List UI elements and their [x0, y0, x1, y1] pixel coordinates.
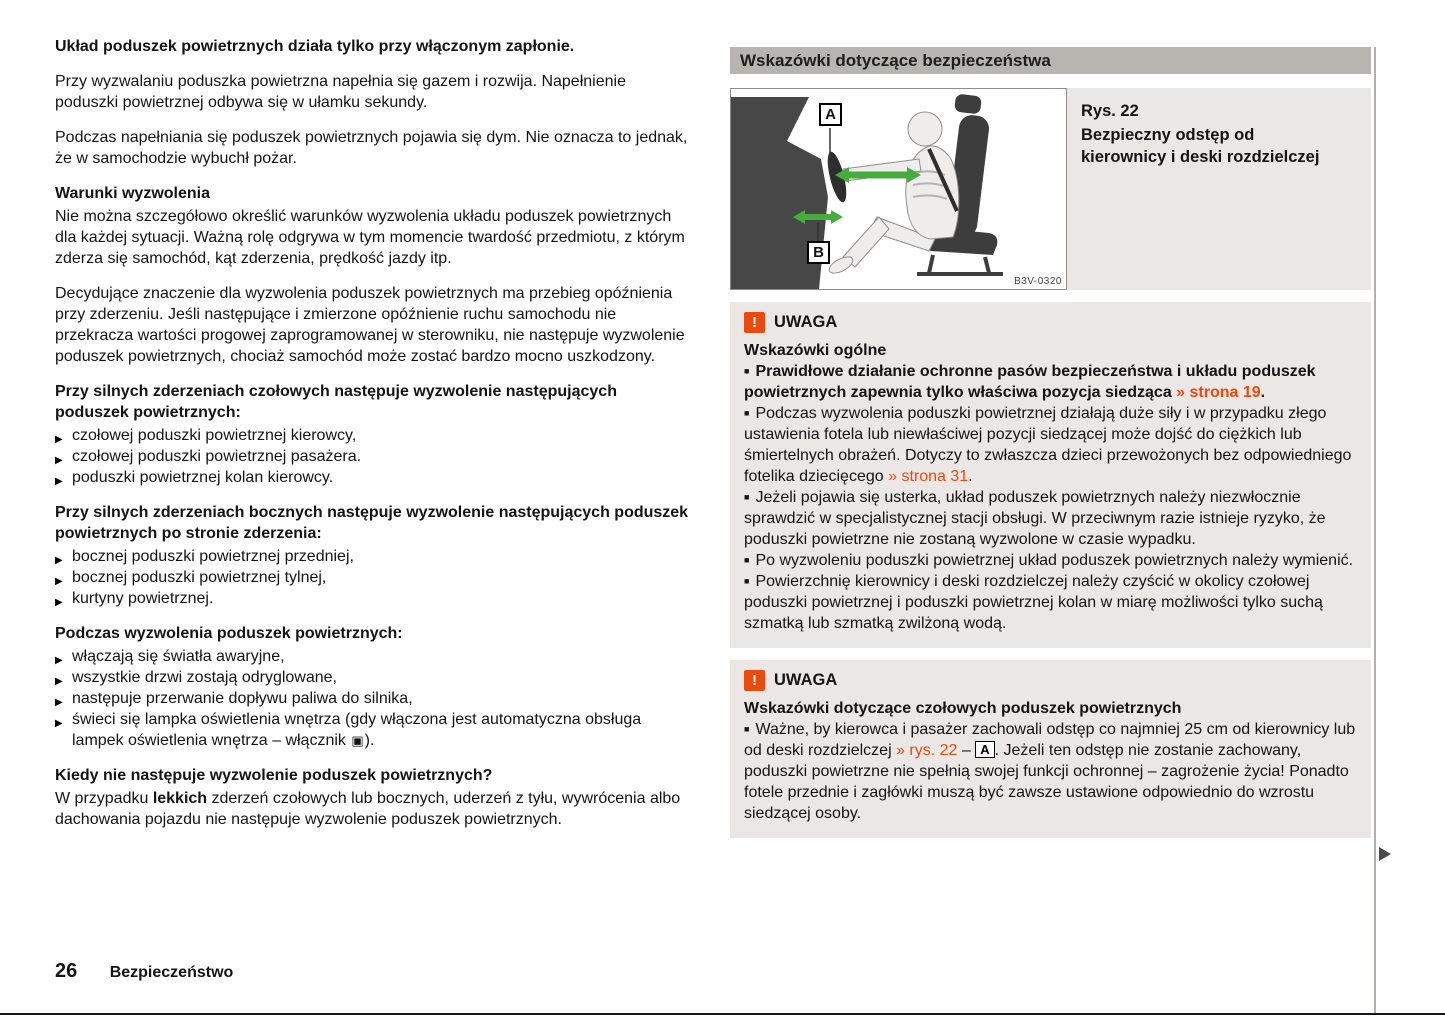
section-heading — [55, 183, 692, 204]
text-run: Warunki wyzwolenia — [55, 185, 210, 202]
seat-distance-illustration — [731, 89, 1066, 289]
warning-bullet — [744, 487, 1357, 550]
figure-number: Rys. 22 — [1081, 102, 1139, 120]
bullet-item — [55, 709, 692, 751]
figure-caption-text: Bezpieczny odstęp od kierownicy i deski rozdzielczej — [1081, 126, 1320, 166]
warning-bullet — [744, 403, 1357, 487]
square-bullet-icon: ■ — [744, 492, 750, 502]
paragraph — [55, 127, 692, 169]
text-run: Jeżeli pojawia się usterka, układ poduszek powietrznych należy niezwłocznie sprawdzić w specjalistycznej stacji obsługi. W przeciwnym razie istnieje ryzyko, że poduszki powietrzne nie zostaną wyzwolone w czasie wypadku. — [744, 489, 1326, 548]
warning-bullets — [744, 361, 1357, 634]
figure-code: B3V-0320 — [1014, 276, 1062, 287]
triangle-bullet-icon: ▶ — [55, 455, 63, 466]
text-run: Decydujące znaczenie dla wyzwolenia poduszek powietrznych ma przebieg opóźnienia przy zderzeniu. Jeśli następujące i zmierzone opóźnienie ruchu samochodu nie przekracza wartości progowej zaprogramowanej w sterowniku, nie następuje wyzwolenie poduszek powietrznych, chociaż samochód może zostać bardzo mocno uszkodzony. — [55, 285, 685, 365]
warning-header — [744, 312, 1357, 333]
triangle-bullet-icon: ▶ — [55, 718, 63, 729]
bullet-item — [55, 688, 692, 709]
text-run: czołowej poduszki powietrznej kierowcy, — [72, 427, 357, 444]
text-run: Podczas wyzwolenia poduszek powietrznych: — [55, 625, 403, 642]
text-run: ). — [364, 732, 375, 749]
cross-reference-link[interactable]: » strona 19 — [1171, 384, 1261, 401]
occupant-foot — [827, 254, 856, 277]
page-edge-rule — [1374, 47, 1376, 1013]
distance-b-arrowhead-right — [831, 210, 843, 224]
text-run: wszystkie drzwi zostają odryglowane, — [72, 669, 337, 686]
triangle-bullet-icon: ▶ — [55, 697, 63, 708]
occupant-head — [908, 112, 942, 146]
figure-label-a: A — [819, 103, 842, 126]
text-run: Ważne, by kierowca i pasażer zachowali odstęp co najmniej 25 cm od kierownicy lub od deski rozdzielczej — [744, 721, 1356, 759]
cross-reference-link[interactable]: » strona 31 — [888, 468, 969, 485]
paragraph — [55, 71, 692, 113]
page-continuation-arrow-icon — [1379, 847, 1391, 861]
section-heading — [55, 502, 692, 544]
warning-bullets — [744, 719, 1357, 824]
bullet-list — [55, 646, 692, 751]
text-run: poduszki powietrznej kolan kierowcy. — [72, 469, 334, 486]
warning-exclamation-icon: ! — [744, 670, 765, 691]
text-run: Kiedy nie następuje wyzwolenie poduszek powietrznych? — [55, 767, 493, 784]
light-switch-icon: ▣ — [351, 733, 364, 748]
paragraph — [55, 206, 692, 269]
right-column — [730, 47, 1371, 838]
page-footer — [55, 960, 233, 983]
figure-panel — [730, 88, 1371, 290]
text-run: Układ poduszek powietrznych działa tylko przy włączonym zapłonie. — [55, 38, 575, 55]
section-header-bar — [730, 47, 1371, 74]
text-run: lekkich — [152, 790, 208, 807]
text-run: Przy silnych zderzeniach bocznych następuje wyzwolenie następujących poduszek powietrznych po stronie zderzenia: — [55, 504, 689, 542]
section-heading — [55, 623, 692, 644]
warning-label: UWAGA — [774, 671, 838, 689]
text-run: kurtyny powietrznej. — [72, 590, 214, 607]
warning-header — [744, 670, 1357, 691]
text-run: Po wyzwoleniu poduszki powietrznej układ poduszek powietrznych należy wymienić. — [755, 552, 1354, 569]
text-run: Powierzchnię kierownicy i deski rozdzielczej należy czyścić w okolicy czołowej poduszki powietrznej i poduszki powietrznej kolan w miarę możliwości tylko suchą szmatką lub szmatką zwilżoną wodą. — [744, 573, 1323, 632]
figure-label-b: B — [807, 241, 830, 264]
section-heading — [55, 765, 692, 786]
warning-bullet — [744, 550, 1357, 571]
chapter-label: Bezpieczeństwo — [109, 964, 234, 981]
text-run: . — [968, 468, 973, 485]
figure-image — [730, 88, 1067, 290]
text-run: świeci się lampka oświetlenia wnętrza (gdy włączona jest automatyczna obsługa lampek oświetlenia wnętrza – włącznik — [72, 711, 642, 749]
text-run: czołowej poduszki powietrznej pasażera. — [72, 448, 362, 465]
triangle-bullet-icon: ▶ — [55, 434, 63, 445]
text-run: W przypadku — [55, 790, 153, 807]
warning-title: Wskazówki dotyczące czołowych poduszek powietrznych — [744, 700, 1182, 717]
bullet-item — [55, 546, 692, 567]
text-run: – — [957, 742, 976, 759]
warning-bullet — [744, 361, 1357, 403]
triangle-bullet-icon: ▶ — [55, 676, 63, 687]
paragraph — [55, 283, 692, 367]
bullet-item — [55, 588, 692, 609]
bullet-item — [55, 446, 692, 467]
bullet-item — [55, 425, 692, 446]
warning-box-front-airbags — [730, 660, 1371, 838]
cross-reference-link[interactable]: » rys. 22 — [896, 742, 958, 759]
text-run: . — [1260, 384, 1266, 401]
warning-bullet — [744, 571, 1357, 634]
warning-bullet — [744, 719, 1357, 824]
triangle-bullet-icon: ▶ — [55, 576, 63, 587]
text-run: włączają się światła awaryjne, — [72, 648, 285, 665]
bullet-list — [55, 546, 692, 609]
text-run: następuje przerwanie dopływu paliwa do silnika, — [72, 690, 413, 707]
square-bullet-icon: ■ — [744, 555, 750, 565]
warning-title: Wskazówki ogólne — [744, 342, 887, 359]
text-run: bocznej poduszki powietrznej przedniej, — [72, 548, 354, 565]
bullet-item — [55, 467, 692, 488]
square-bullet-icon: ■ — [744, 576, 750, 586]
text-run: Podczas napełniania się poduszek powietrznych pojawia się dym. Nie oznacza to jednak, że w samochodzie wybuchł pożar. — [55, 129, 688, 167]
text-run: Nie można szczegółowo określić warunków wyzwolenia układu poduszek powietrznych dla każdej sytuacji. Ważną rolę odgrywa w tym momencie twardość przedmiotu, z którym zderza się samochód, kąt zderzenia, prędkość jazdy itp. — [55, 208, 685, 267]
bullet-list — [55, 425, 692, 488]
figure-ref-label: A — [975, 741, 994, 758]
square-bullet-icon: ■ — [744, 408, 750, 418]
triangle-bullet-icon: ▶ — [55, 655, 63, 666]
text-run: Podczas wyzwolenia poduszki powietrznej działają duże siły i w przypadku złego ustawienia fotela lub niewłaściwej pozycji siedzącej może dojść do ciężkich lub śmiertelnych obrażeń. Dotyczy to zwłaszcza dzieci przewożonych bez odpowiedniego fotelika dziecięcego — [744, 405, 1352, 485]
seat-rail-shape — [917, 255, 1003, 274]
triangle-bullet-icon: ▶ — [55, 555, 63, 566]
warning-box-general — [730, 302, 1371, 648]
bullet-item — [55, 567, 692, 588]
page-bottom-rule — [0, 1013, 1445, 1015]
headrest-shape — [954, 93, 982, 114]
page-number: 26 — [55, 960, 78, 982]
bullet-item — [55, 667, 692, 688]
text-run: Przy wyzwalaniu poduszka powietrzna napełnia się gazem i rozwija. Napełnienie poduszki powietrznej odbywa się w ułamku sekundy. — [55, 73, 626, 111]
left-column — [55, 36, 692, 844]
triangle-bullet-icon: ▶ — [55, 597, 63, 608]
paragraph — [55, 788, 692, 830]
triangle-bullet-icon: ▶ — [55, 476, 63, 487]
text-run: zderzeń czołowych lub bocznych, uderzeń z tyłu, wywrócenia albo dachowania pojazdu nie następuje wyzwolenie poduszek powietrznych. — [55, 790, 681, 828]
square-bullet-icon: ■ — [744, 724, 750, 734]
text-run: Przy silnych zderzeniach czołowych następuje wyzwolenie następujących poduszek powietrznych: — [55, 383, 617, 421]
square-bullet-icon: ■ — [744, 366, 750, 376]
paragraph — [55, 36, 692, 57]
text-run: Prawidłowe działanie ochronne pasów bezpieczeństwa i układu poduszek powietrznych zapewnia tylko właściwa pozycja siedząca — [744, 363, 1316, 401]
warning-label: UWAGA — [774, 313, 838, 331]
bullet-item — [55, 646, 692, 667]
figure-caption — [1067, 88, 1357, 290]
text-run: bocznej poduszki powietrznej tylnej, — [72, 569, 327, 586]
warning-exclamation-icon: ! — [744, 312, 765, 333]
section-header-title: Wskazówki dotyczące bezpieczeństwa — [740, 51, 1051, 70]
text-run: . Jeżeli ten odstęp nie zostanie zachowany, poduszki powietrzne nie spełnią swojej funkcji ochronnej – zagrożenie życia! Ponadto fotele przednie i zagłówki muszą być zawsze ustawione odpowiednio do wzrostu siedzącej osoby. — [744, 742, 1349, 822]
section-heading — [55, 381, 692, 423]
